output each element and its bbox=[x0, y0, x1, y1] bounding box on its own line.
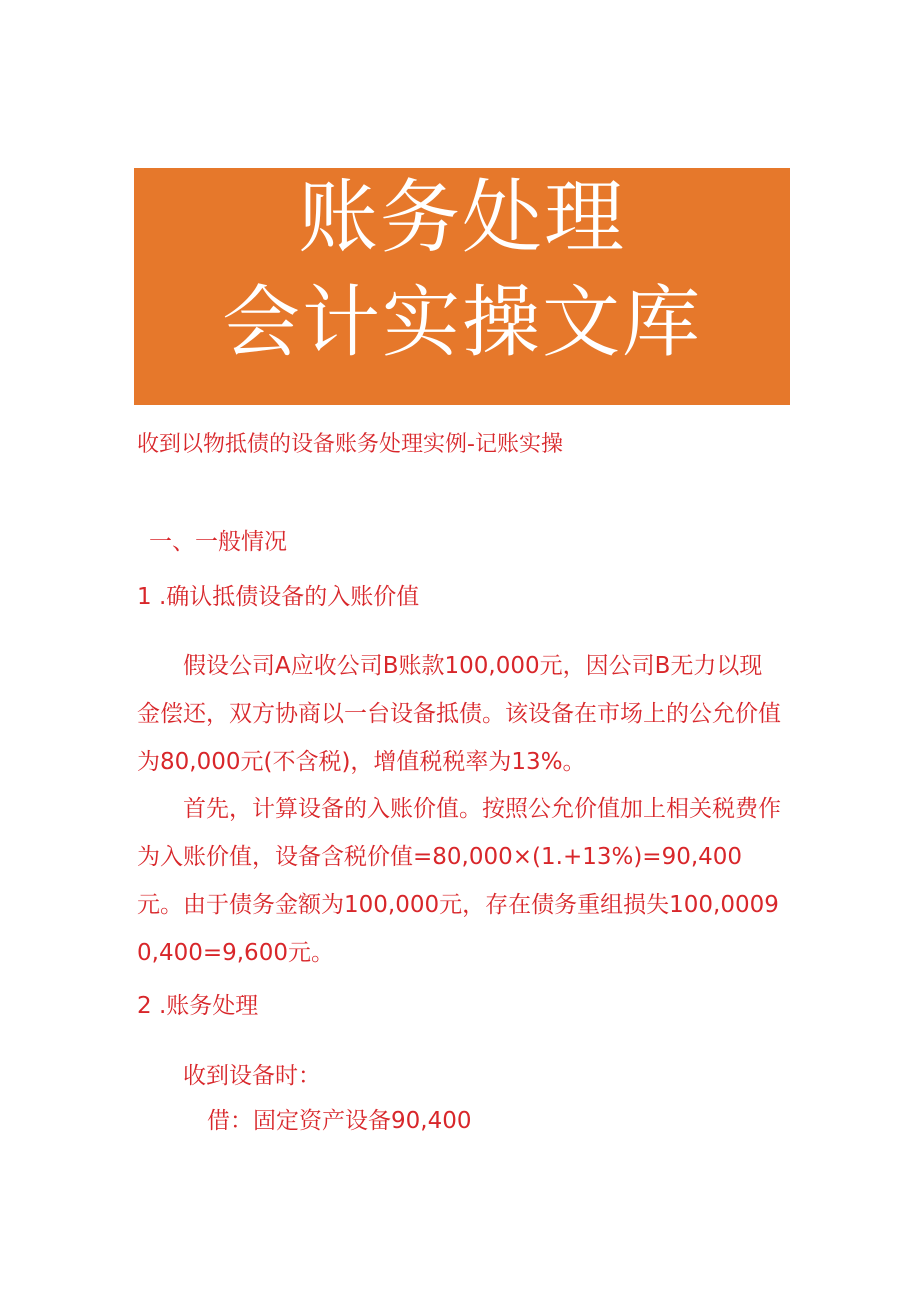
document-title: 收到以物抵债的设备账务处理实例-记账实操 bbox=[137, 432, 563, 457]
subheading-entry-value: 1 .确认抵债设备的入账价值 bbox=[137, 584, 420, 610]
paragraph-scenario: 假设公司A应收公司B账款100,000元，因公司B无力以现金偿还，双方协商以一台设备抵债。该设备在市场上的公允价值为80,000元(不含税)，增值税税率为13%。 bbox=[137, 653, 781, 775]
journal-entry-debit: 借：固定资产设备90,400 bbox=[207, 1108, 472, 1134]
subheading-accounting: 2 .账务处理 bbox=[137, 993, 259, 1019]
paragraph-calculation: 首先，计算设备的入账价值。按照公允价值加上相关税费作为入账价值，设备含税价值=80,000×(1.+13%)=90,400元。由于债务金额为100,000元，存在债务重组损失100,00090,400=9,600元。 bbox=[137, 796, 781, 966]
receive-equipment-label: 收到设备时： bbox=[183, 1063, 321, 1089]
header-banner bbox=[134, 168, 790, 405]
banner-title-line1: 账务处理 bbox=[298, 171, 626, 264]
section-heading-general: 一、一般情况 bbox=[149, 529, 287, 555]
banner-title-line2: 会计实操文库 bbox=[221, 278, 702, 368]
